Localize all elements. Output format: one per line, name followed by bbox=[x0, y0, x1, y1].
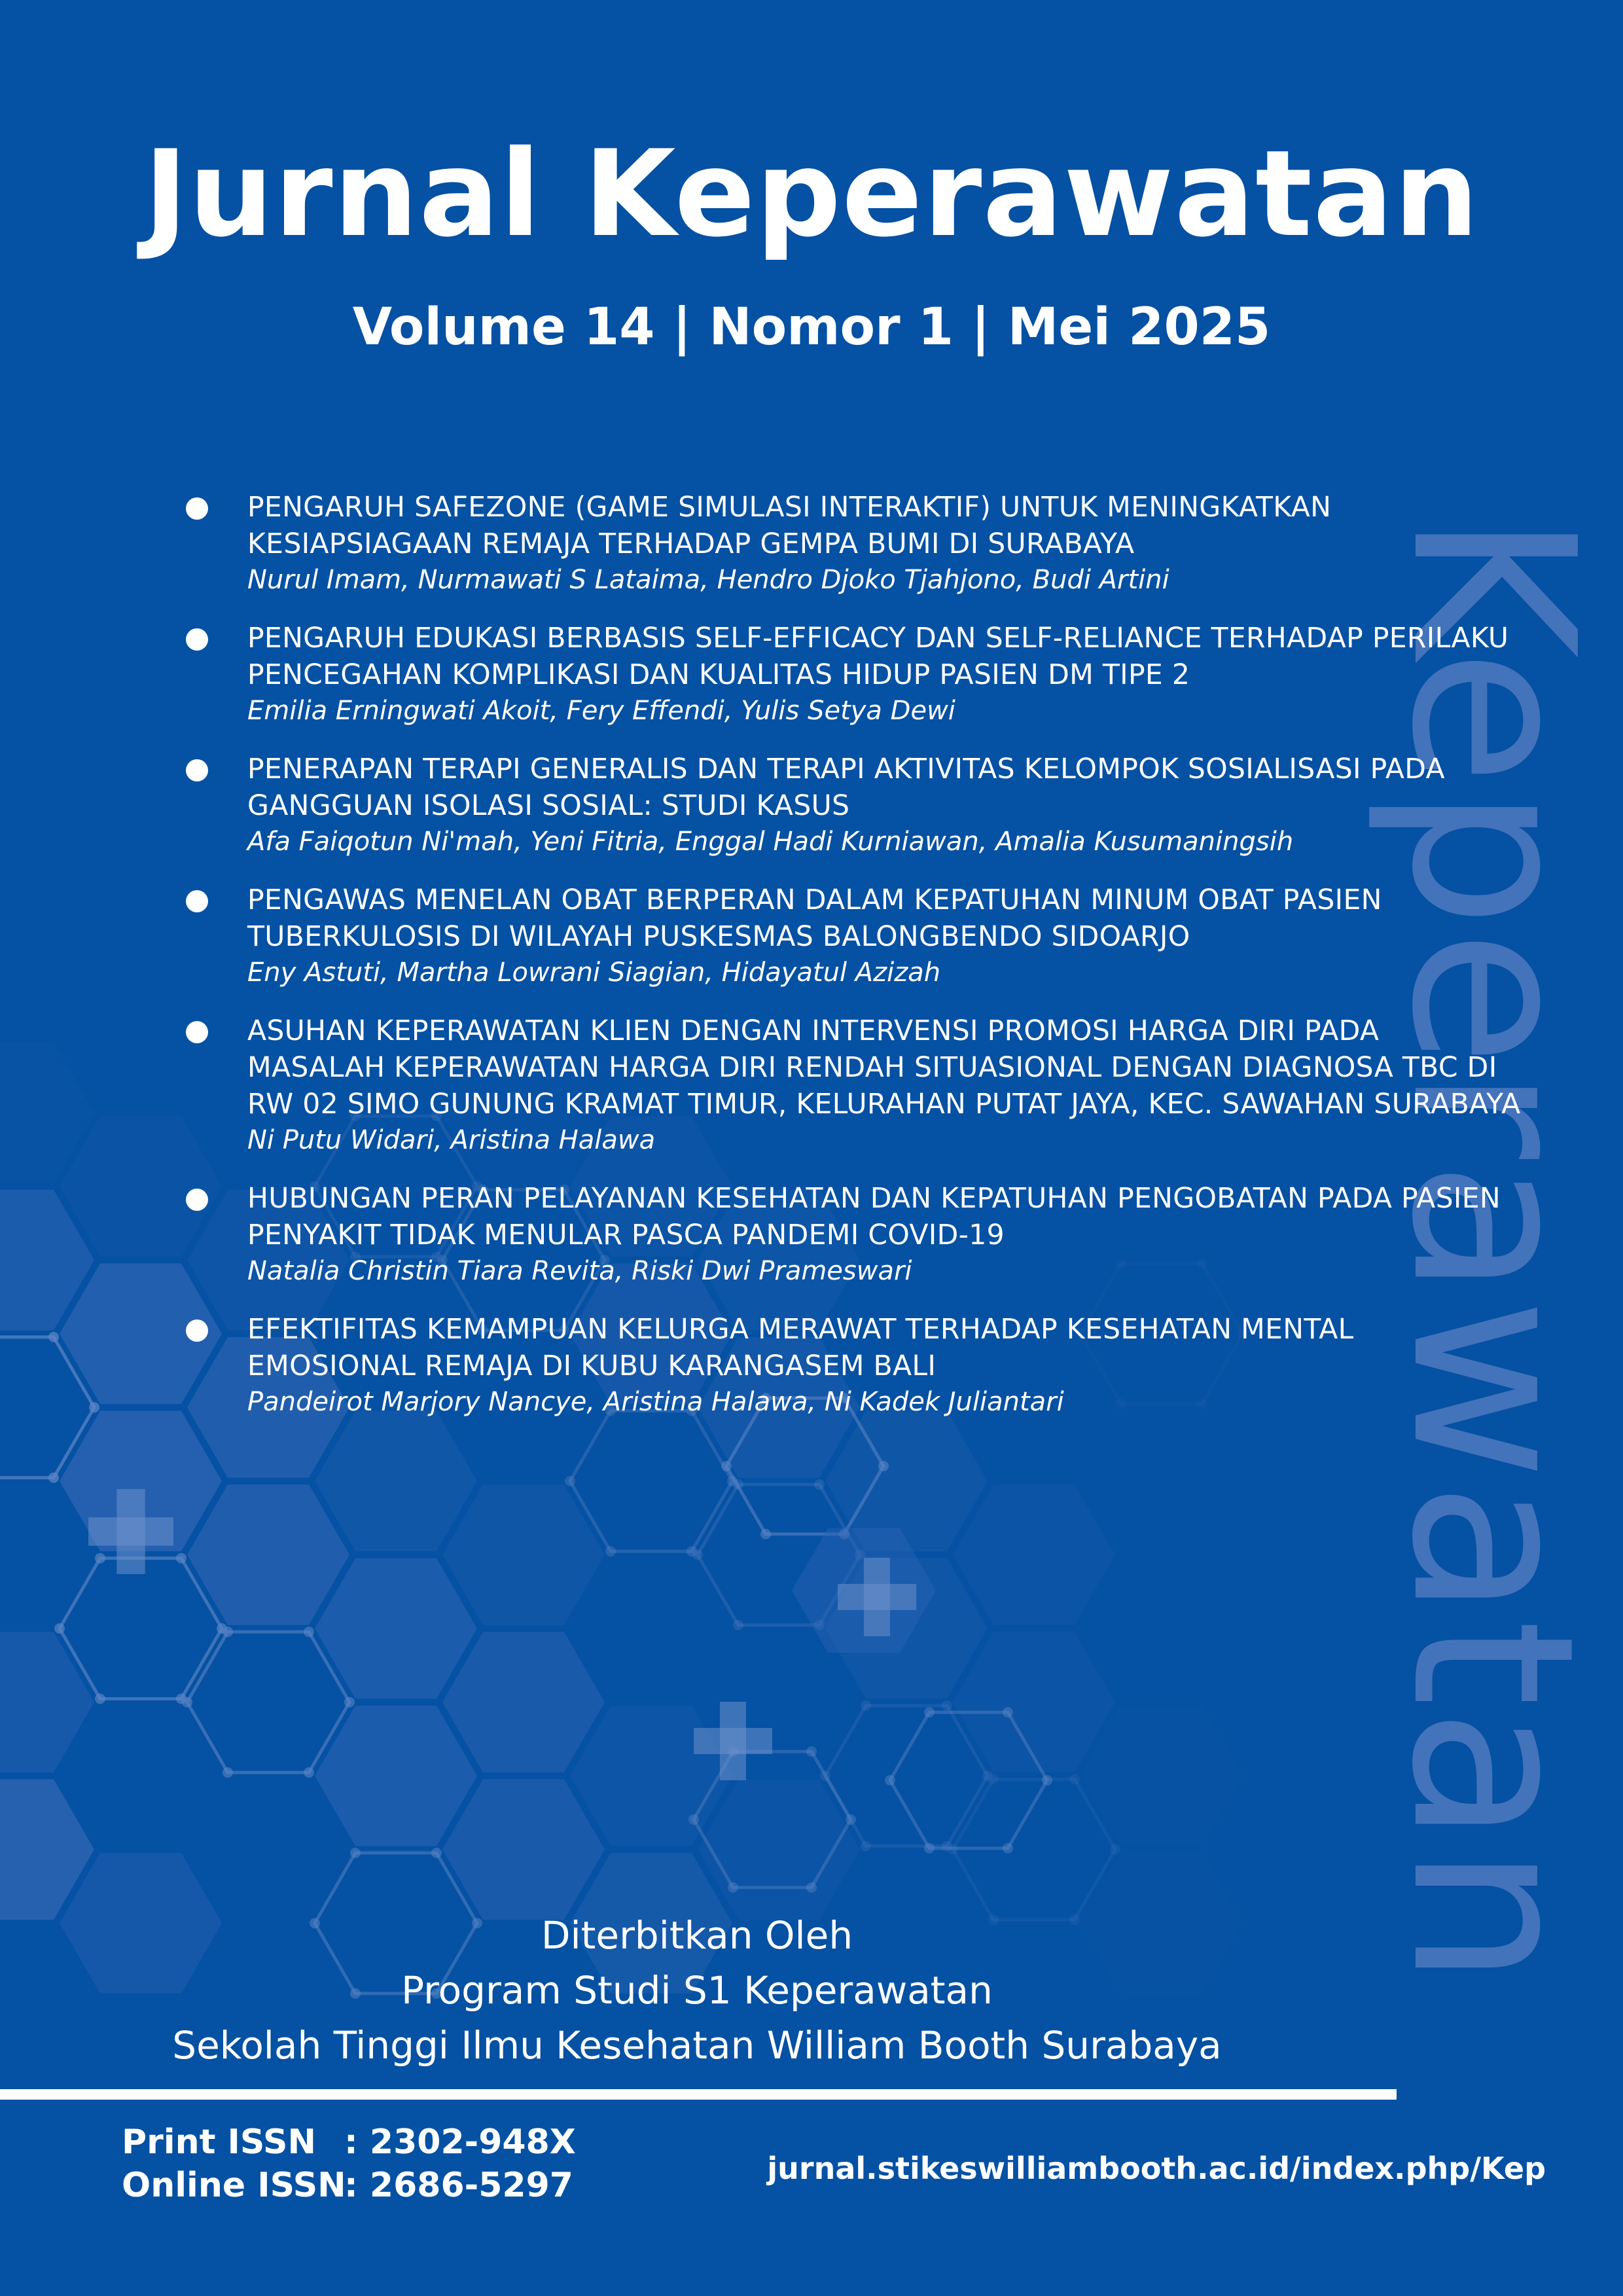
article-item bbox=[177, 1312, 1525, 1419]
hexagon-shape bbox=[187, 1484, 349, 1625]
hexagon-shape bbox=[698, 1779, 860, 1920]
publisher-block bbox=[0, 1908, 1394, 2073]
article-authors: Ni Putu Widari, Aristina Halawa bbox=[247, 1125, 656, 1155]
issn-block bbox=[122, 2121, 576, 2207]
publisher-line: Diterbitkan Oleh bbox=[541, 1913, 853, 1958]
article-item bbox=[177, 751, 1525, 859]
hexagon-shape bbox=[825, 1706, 988, 1846]
footer-divider bbox=[0, 2089, 1397, 2100]
issue-info: Volume 14 | Nomor 1 | Mei 2025 bbox=[352, 298, 1271, 357]
bullet-icon bbox=[186, 1021, 208, 1043]
article-authors: Emilia Erningwati Akoit, Fery Effendi, Yulis Setya Dewi bbox=[247, 696, 955, 726]
article-authors: Eny Astuti, Martha Lowrani Siagian, Hidayatul Azizah bbox=[247, 958, 941, 988]
article-title: PENGARUH SAFEZONE (GAME SIMULASI INTERAKTIF) UNTUK MENINGKATKAN KESIAPSIAGAAN REMAJA TERHADAP GEMPA BUMI DI SURABAYA bbox=[247, 492, 1332, 560]
online-issn-value: : 2686-5297 bbox=[344, 2166, 573, 2205]
online-issn-label: Online ISSN bbox=[122, 2166, 346, 2205]
hexagon-shape bbox=[442, 1779, 605, 1920]
article-list bbox=[177, 490, 1525, 1443]
publisher-institution: Sekolah Tinggi Ilmu Kesehatan William Booth Surabaya bbox=[172, 2023, 1222, 2068]
bullet-icon bbox=[186, 1319, 208, 1342]
print-issn-value: : 2302-948X bbox=[344, 2123, 576, 2162]
print-issn bbox=[122, 2121, 576, 2164]
online-issn bbox=[122, 2164, 576, 2207]
article-title: PENERAPAN TERAPI GENERALIS DAN TERAPI AKTIVITAS KELOMPOK SOSIALISASI PADA GANGGUAN ISOLASI SOSIAL: STUDI KASUS bbox=[247, 753, 1445, 822]
print-issn-label: Print ISSN bbox=[122, 2123, 316, 2162]
hexagon-shape bbox=[315, 1558, 477, 1699]
article-title: EFEKTIFITAS KEMAMPUAN KELURGA MERAWAT TERHADAP KESEHATAN MENTAL EMOSIONAL REMAJA DI KUBU KARANGASEM BALI bbox=[247, 1314, 1354, 1382]
article-authors: Natalia Christin Tiara Revita, Riski Dwi Prameswari bbox=[247, 1256, 912, 1286]
article-item bbox=[177, 882, 1525, 990]
hexagon-shape bbox=[60, 1558, 222, 1699]
article-authors: Nurul Imam, Nurmawati S Lataima, Hendro Djoko Tjahjono, Budi Artini bbox=[247, 565, 1169, 595]
article-authors: Afa Faiqotun Ni'mah, Yeni Fitria, Enggal Hadi Kurniawan, Amalia Kusumaningsih bbox=[247, 827, 1294, 857]
hexagon-shape bbox=[953, 1632, 1115, 1772]
article-item bbox=[177, 1181, 1525, 1288]
hexagon-shape bbox=[1080, 1706, 1243, 1846]
bullet-icon bbox=[186, 628, 208, 651]
hexagon-shape bbox=[187, 1632, 349, 1772]
article-item bbox=[177, 1013, 1525, 1157]
article-title: HUBUNGAN PERAN PELAYANAN KESEHATAN DAN KEPATUHAN PENGOBATAN PADA PASIEN PENYAKIT TIDAK MENULAR PASCA PANDEMI COVID-19 bbox=[247, 1183, 1501, 1251]
hexagon-shape bbox=[442, 1484, 605, 1625]
article-authors: Pandeirot Marjory Nancye, Aristina Halawa, Ni Kadek Juliantari bbox=[247, 1387, 1064, 1417]
article-item bbox=[177, 620, 1525, 728]
bullet-icon bbox=[186, 890, 208, 912]
journal-url[interactable]: jurnal.stikeswilliambooth.ac.id/index.php/Kep bbox=[767, 2151, 1546, 2186]
hexagon-shape bbox=[315, 1706, 477, 1846]
publisher-program: Program Studi S1 Keperawatan bbox=[401, 1968, 993, 2013]
hexagon-shape bbox=[442, 1632, 605, 1772]
hexagon-shape bbox=[570, 1706, 732, 1846]
article-title: ASUHAN KEPERAWATAN KLIEN DENGAN INTERVENSI PROMOSI HARGA DIRI PADA MASALAH KEPERAWATAN HARGA DIRI RENDAH SITUASIONAL DENGAN DIAGNOSA TBC DI RW 02 SIMO GUNUNG KRAMAT TIMUR, KELURAHAN PUTAT JAYA, KEC. SAWAHAN SURABAYA bbox=[247, 1015, 1521, 1121]
article-item bbox=[177, 490, 1525, 597]
journal-title: Jurnal Keperawatan bbox=[143, 124, 1480, 263]
article-title: PENGARUH EDUKASI BERBASIS SELF-EFFICACY DAN SELF-RELIANCE TERHADAP PERILAKU PENCEGAHAN KOMPLIKASI DAN KUALITAS HIDUP PASIEN DM TIPE 2 bbox=[247, 622, 1509, 691]
hexagon-shape bbox=[953, 1484, 1115, 1625]
side-watermark-word: Keperawatan bbox=[1363, 512, 1622, 1988]
bullet-icon bbox=[186, 759, 208, 781]
hexagon-shape bbox=[0, 1632, 94, 1772]
article-title: PENGAWAS MENELAN OBAT BERPERAN DALAM KEPATUHAN MINUM OBAT PASIEN TUBERKULOSIS DI WILAYAH PUSKESMAS BALONGBENDO SIDOARJO bbox=[247, 884, 1382, 953]
bullet-icon bbox=[186, 497, 208, 520]
bullet-icon bbox=[186, 1189, 208, 1211]
